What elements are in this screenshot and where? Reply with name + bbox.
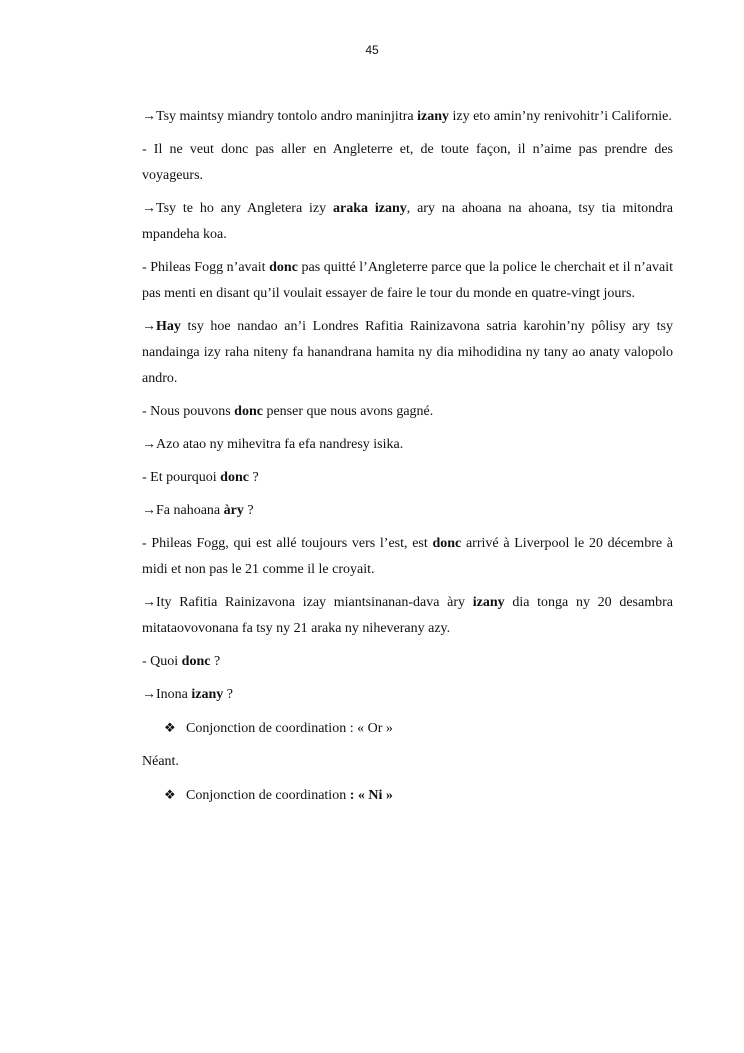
bold-text: donc (269, 260, 298, 275)
text-segment: penser que nous avons gagné. (262, 404, 434, 419)
text-segment: Néant. (142, 754, 179, 769)
text-segment: →Inona (142, 687, 192, 702)
bold-text: donc (432, 536, 462, 551)
text-segment: → (142, 319, 156, 334)
bold-text: izany (191, 687, 224, 702)
diamond-bullet-icon: ❖ (164, 720, 176, 735)
diamond-bullet-icon: ❖ (164, 787, 176, 802)
bold-text: Hay (156, 319, 181, 334)
text-segment: pas quitté l’Angleterre parce que la police le cherchait et il n’avait pas menti en disant qu’il voulait essayer de faire le tour du monde en quatre-vingt jours. (142, 260, 673, 301)
text-segment: ? (243, 503, 254, 518)
text-segment: - Il ne veut donc pas aller en Angleterre et, de toute façon, il n’aime pas prendre des voyageurs. (142, 142, 673, 183)
bold-text: donc (220, 470, 249, 485)
paragraph (142, 314, 673, 392)
text-segment: - Phileas Fogg, qui est allé toujours vers l’est, est (142, 536, 433, 551)
text-segment: Conjonction de coordination (186, 788, 350, 803)
bold-text: donc (234, 404, 263, 419)
paragraph (142, 465, 673, 491)
paragraph (142, 649, 673, 675)
text-segment: →Ity Rafitia Rainizavona izay miantsinanan-dava àry (142, 595, 473, 610)
text-segment: - Quoi (142, 654, 182, 669)
paragraph (142, 531, 673, 583)
paragraph (142, 682, 673, 708)
text-segment: izy eto amin’ny renivohitr’i Californie. (448, 109, 672, 124)
text-segment: dia tonga ny 20 desambra mitataovovonana fa tsy ny 21 araka ny niheverany azy. (142, 595, 673, 636)
text-segment: →Tsy te ho any Angletera izy (142, 201, 333, 216)
document-body (142, 104, 673, 816)
bold-text: àry (223, 503, 244, 518)
text-segment: Conjonction de coordination : « Or » (186, 721, 393, 736)
paragraph (142, 399, 673, 425)
paragraph (142, 104, 673, 130)
text-segment: arrivé à Liverpool le 20 décembre à midi et non pas le 21 comme il le croyait. (142, 536, 673, 577)
text-segment: ? (210, 654, 221, 669)
paragraph (142, 590, 673, 642)
bold-text: izany (472, 595, 505, 610)
text-segment: , ary na ahoana na ahoana, tsy tia mitondra mpandeha koa. (142, 201, 674, 242)
paragraph (142, 498, 673, 524)
text-segment: →Tsy maintsy miandry tontolo andro maninjitra (142, 109, 418, 124)
bold-text: araka izany (332, 201, 407, 216)
text-segment: ? (223, 687, 233, 702)
bullet-heading (142, 715, 673, 742)
text-segment: tsy hoe nandao an’i Londres Rafitia Rainizavona satria karohin’ny pôlisy ary tsy nandainga izy raha niteny fa hanandrana hamita ny dia mihodidina ny tany ao anaty valopolo andro. (142, 319, 673, 386)
text-segment: - Phileas Fogg n’avait (142, 260, 270, 275)
text-segment: - Et pourquoi (142, 470, 221, 485)
bold-text: : « Ni » (349, 788, 393, 803)
paragraph (142, 137, 673, 189)
text-segment: ? (248, 470, 259, 485)
bold-text: izany (417, 109, 449, 124)
text-segment: - Nous pouvons (142, 404, 235, 419)
paragraph (142, 255, 673, 307)
bold-text: donc (181, 654, 211, 669)
text-segment: →Azo atao ny mihevitra fa efa nandresy isika. (142, 437, 404, 452)
bullet-heading (142, 782, 673, 809)
page-number: 45 (365, 43, 379, 57)
paragraph (142, 196, 673, 248)
paragraph (142, 749, 673, 775)
paragraph (142, 432, 673, 458)
text-segment: →Fa nahoana (142, 503, 224, 518)
